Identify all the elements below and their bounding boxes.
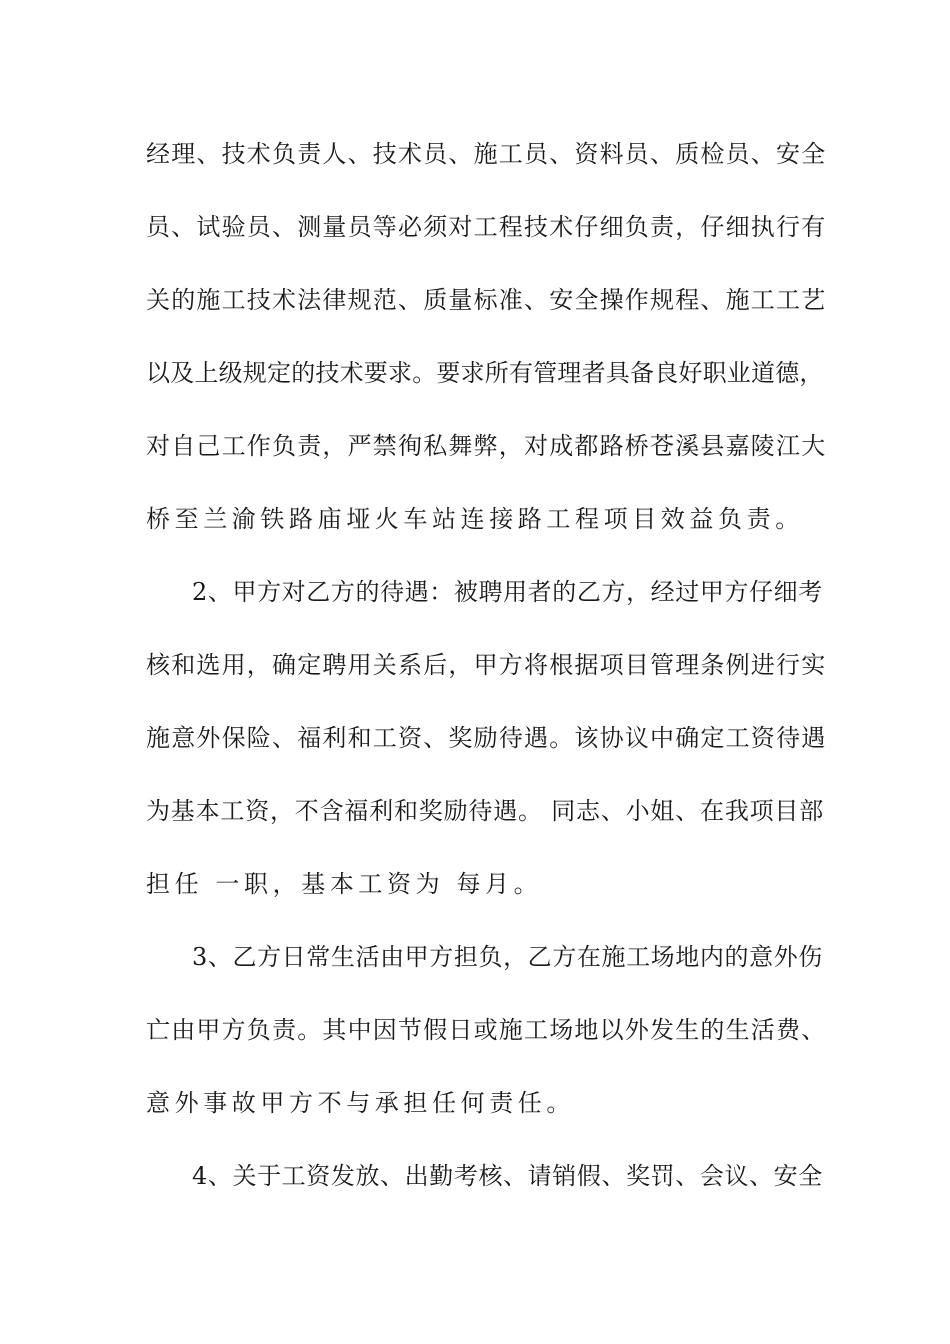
text-line: 为基本工资，不含福利和奖励待遇。 同志、小姐、在我项目部 — [146, 797, 825, 825]
text-line: 担任 一职，基本工资为 每月。 — [146, 870, 543, 898]
text-line: 核和选用，确定聘用关系后，甲方将根据项目管理条例进行实 — [146, 651, 827, 679]
text-line: 关的施工技术法律规范、质量标准、安全操作规程、施工工艺 — [146, 286, 827, 314]
text-line: 桥至兰渝铁路庙垭火车站连接路工程项目效益负责。 — [146, 505, 804, 533]
text-line: 员、试验员、测量员等必须对工程技术仔细负责，仔细执行有 — [146, 213, 827, 241]
text-line: 意外事故甲方不与承担任何责任。 — [146, 1089, 575, 1117]
paragraph-4-start: 4、关于工资发放、出勤考核、请销假、奖罚、会议、安全 — [192, 1162, 823, 1190]
paragraph-2-start: 2、甲方对乙方的待遇：被聘用者的乙方，经过甲方仔细考 — [192, 578, 823, 606]
text-line: 施意外保险、福利和工资、奖励待遇。该协议中确定工资待遇 — [146, 724, 827, 752]
text-line: 亡由甲方负责。其中因节假日或施工场地以外发生的生活费、 — [146, 1016, 827, 1044]
text-line: 对自己工作负责，严禁徇私舞弊，对成都路桥苍溪县嘉陵江大 — [146, 432, 827, 460]
paragraph-3-start: 3、乙方日常生活由甲方担负，乙方在施工场地内的意外伤 — [192, 943, 823, 971]
text-line: 以及上级规定的技术要求。要求所有管理者具备良好职业道德， — [146, 359, 824, 387]
text-line: 经理、技术负责人、技术员、施工员、资料员、质检员、安全 — [146, 140, 827, 168]
